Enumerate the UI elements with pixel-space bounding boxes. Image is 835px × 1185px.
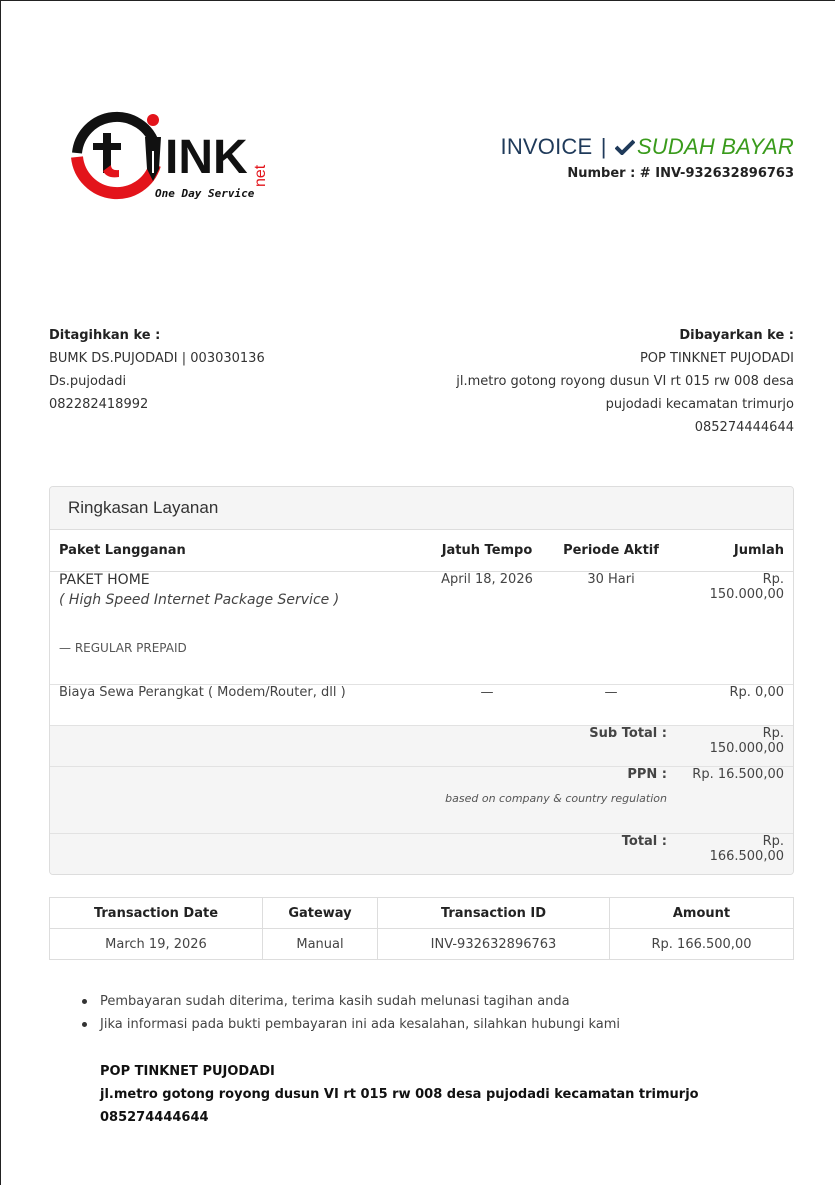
col-active-period: Periode Aktif (546, 530, 676, 571)
transaction-table (49, 897, 794, 960)
pay-to-block (456, 324, 794, 439)
service-table-header (50, 530, 793, 571)
rental-due-date: — (428, 684, 546, 725)
col-gateway: Gateway (263, 898, 378, 929)
company-logo (69, 107, 274, 207)
payment-status-text: SUDAH BAYAR (636, 134, 794, 159)
tax-note: based on company & country regulation (445, 791, 667, 805)
package-due-date: April 18, 2026 (428, 571, 546, 684)
pay-to-phone: 085274444644 (694, 420, 794, 435)
table-row (50, 929, 794, 960)
rental-period: — (546, 684, 676, 725)
service-table (50, 530, 793, 874)
col-transaction-amount: Amount (610, 898, 794, 929)
transaction-amount: Rp. 166.500,00 (610, 929, 794, 960)
pay-to-name: POP TINKNET PUJODADI (639, 351, 794, 366)
total-label: Total : (50, 833, 676, 874)
package-cell (50, 571, 428, 684)
package-type: — REGULAR PREPAID (59, 640, 187, 655)
logo-suffix: net (252, 164, 269, 187)
logo-tagline: One Day Service (155, 187, 255, 200)
col-due-date: Jatuh Tempo (428, 530, 546, 571)
footer-address: jl.metro gotong royong dusun VI rt 015 rw 008 desa pujodadi kecamatan trimurjo (100, 1087, 699, 1102)
tax-row (50, 766, 793, 833)
invoice-header (501, 134, 794, 181)
invoice-title: INVOICE (500, 134, 593, 159)
pay-to-address-1: jl.metro gotong royong dusun VI rt 015 rw 008 desa (456, 374, 794, 389)
total-row (50, 833, 793, 874)
invoice-title-line (501, 134, 794, 160)
package-period: 30 Hari (546, 571, 676, 684)
invoice-number: Number : # INV-932632896763 (567, 166, 794, 181)
subtotal-row (50, 725, 793, 766)
package-description: ( High Speed Internet Package Service ) (59, 591, 340, 608)
footer-name: POP TINKNET PUJODADI (100, 1064, 275, 1079)
col-transaction-id: Transaction ID (378, 898, 610, 929)
bill-to-heading: Ditagihkan ke : (49, 328, 161, 343)
bill-to-address: Ds.pujodadi (49, 374, 127, 389)
package-name: PAKET HOME (59, 571, 150, 588)
transaction-header (50, 898, 794, 929)
subtotal-value: Rp. 150.000,00 (676, 725, 793, 766)
package-amount: Rp. 150.000,00 (676, 571, 793, 684)
pay-to-heading: Dibayarkan ke : (679, 328, 794, 343)
col-amount: Jumlah (676, 530, 793, 571)
tax-label-cell (50, 766, 676, 833)
subtotal-label: Sub Total : (50, 725, 676, 766)
panel-title: Ringkasan Layanan (50, 487, 793, 530)
table-row (50, 684, 793, 725)
check-icon (615, 139, 635, 155)
list-item: Pembayaran sudah diterima, terima kasih sudah melunasi tagihan anda (100, 990, 620, 1013)
rental-amount: Rp. 0,00 (676, 684, 793, 725)
pay-to-address-2: pujodadi kecamatan trimurjo (605, 397, 794, 412)
transaction-gateway: Manual (263, 929, 378, 960)
bill-to-block (49, 324, 265, 416)
notes-list (100, 990, 620, 1036)
tinknet-logo-mark (69, 107, 274, 207)
tax-label: PPN : (627, 766, 667, 782)
bill-to-phone: 082282418992 (49, 397, 149, 412)
rental-name: Biaya Sewa Perangkat ( Modem/Router, dll ) (50, 684, 428, 725)
table-row (50, 571, 793, 684)
col-package: Paket Langganan (50, 530, 428, 571)
footer-phone: 085274444644 (100, 1110, 209, 1125)
payment-status (615, 134, 794, 159)
total-value: Rp. 166.500,00 (676, 833, 793, 874)
service-summary-panel (49, 486, 794, 875)
col-transaction-date: Transaction Date (50, 898, 263, 929)
logo-word: INK (165, 131, 248, 184)
transaction-id: INV-932632896763 (378, 929, 610, 960)
list-item: Jika informasi pada bukti pembayaran ini ada kesalahan, silahkan hubungi kami (100, 1013, 620, 1036)
invoice-separator: | (600, 134, 607, 159)
footer-contact (100, 1060, 699, 1129)
bill-to-name: BUMK DS.PUJODADI | 003030136 (49, 351, 265, 366)
tax-value: Rp. 16.500,00 (676, 766, 793, 833)
transaction-date: March 19, 2026 (50, 929, 263, 960)
